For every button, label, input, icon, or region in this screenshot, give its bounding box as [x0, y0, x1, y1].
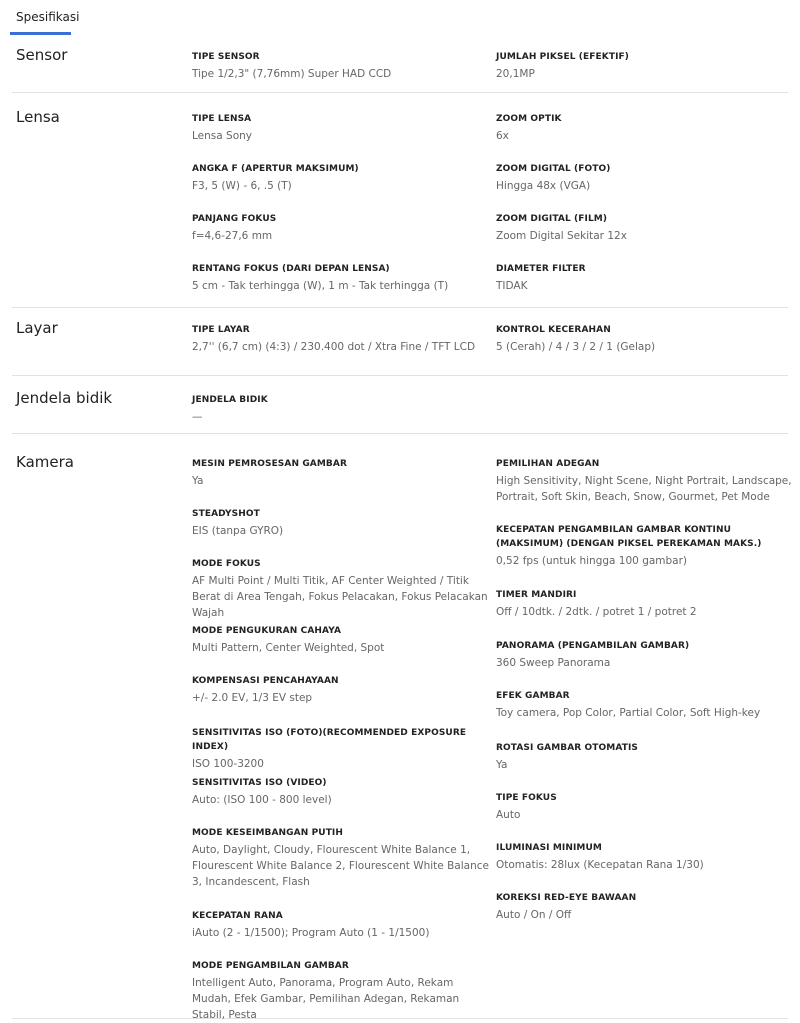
spec-label: TIPE LAYAR: [192, 325, 250, 335]
spec-label: ZOOM OPTIK: [496, 114, 562, 124]
spec-item: [496, 112, 796, 144]
spec-item: [192, 507, 492, 539]
spec-value: Off / 10dtk. / 2dtk. / potret 1 / potret 2: [496, 606, 697, 618]
spec-value: High Sensitivity, Night Scene, Night Portrait, Landscape, Portrait, Soft Skin, Beach, Snow, Gourmet, Pet Mode: [496, 475, 792, 503]
spec-value: 360 Sweep Panorama: [496, 657, 611, 669]
spec-value: —: [192, 411, 203, 423]
spec-item: [496, 791, 796, 823]
spec-label: ZOOM DIGITAL (FOTO): [496, 164, 611, 174]
spec-value: Lensa Sony: [192, 130, 252, 142]
spec-item: [192, 162, 492, 194]
spec-label: STEADYSHOT: [192, 509, 260, 519]
spec-label: ZOOM DIGITAL (FILM): [496, 214, 608, 224]
spec-item: [192, 557, 492, 621]
spec-label: KECEPATAN RANA: [192, 911, 283, 921]
spec-value: Toy camera, Pop Color, Partial Color, Soft High-key: [496, 707, 761, 719]
spec-value: 5 cm - Tak terhingga (W), 1 m - Tak terhingga (T): [192, 280, 449, 292]
spec-value: 5 (Cerah) / 4 / 3 / 2 / 1 (Gelap): [496, 341, 656, 353]
spec-label: TIMER MANDIRI: [496, 590, 577, 600]
spec-item: [192, 776, 492, 808]
spec-value: Intelligent Auto, Panorama, Program Auto, Rekam Mudah, Efek Gambar, Pemilihan Adegan, Rekaman Stabil, Pesta: [192, 977, 460, 1021]
spec-value: Hingga 48x (VGA): [496, 180, 591, 192]
spec-value: Auto / On / Off: [496, 909, 572, 921]
spec-value: 2,7'' (6,7 cm) (4:3) / 230.400 dot / Xtra Fine / TFT LCD: [192, 341, 476, 353]
spec-value: ISO 100-3200: [192, 758, 264, 770]
spec-label: KOREKSI RED-EYE BAWAAN: [496, 893, 637, 903]
section-kamera: [12, 453, 792, 1021]
spec-label: SENSITIVITAS ISO (VIDEO): [192, 778, 327, 788]
spec-label: ANGKA F (APERTUR MAKSIMUM): [192, 164, 359, 174]
spec-label: KECEPATAN PENGAMBILAN GAMBAR KONTINU (MAKSIMUM) (DENGAN PIKSEL PEREKAMAN MAKS.): [496, 525, 762, 549]
spec-label: MODE PENGAMBILAN GAMBAR: [192, 961, 349, 971]
spec-label: JUMLAH PIKSEL (EFEKTIF): [496, 52, 629, 62]
spec-item: [496, 689, 796, 721]
spec-label: MODE KESEIMBANGAN PUTIH: [192, 828, 344, 838]
section-title-sensor: Sensor: [16, 46, 68, 64]
spec-label: PEMILIHAN ADEGAN: [496, 459, 600, 469]
spec-value: Auto, Daylight, Cloudy, Flourescent White Balance 1, Flourescent White Balance 2, Flourescent White Balance 3, Incandescent, Flash: [192, 844, 489, 888]
spec-item: [496, 212, 796, 244]
spec-label: RENTANG FOKUS (DARI DEPAN LENSA): [192, 264, 390, 274]
spec-item: [496, 588, 796, 620]
spec-item: [496, 457, 796, 505]
spec-value: F3, 5 (W) - 6, .5 (T): [192, 180, 292, 192]
spec-value: Otomatis: 28lux (Kecepatan Rana 1/30): [496, 859, 704, 871]
spec-value: Zoom Digital Sekitar 12x: [496, 230, 627, 242]
spec-value: Auto: (ISO 100 - 800 level): [192, 794, 332, 806]
spec-item: [496, 323, 796, 355]
section-title-layar: Layar: [16, 319, 58, 337]
spec-label: KOMPENSASI PENCAHAYAAN: [192, 676, 339, 686]
spec-value: Ya: [496, 759, 508, 771]
spec-item: [192, 50, 492, 82]
spec-label: ILUMINASI MINIMUM: [496, 843, 602, 853]
spec-label: ROTASI GAMBAR OTOMATIS: [496, 743, 638, 753]
spec-item: [192, 393, 492, 425]
spec-label: JENDELA BIDIK: [192, 395, 268, 405]
spec-label: PANORAMA (PENGAMBILAN GAMBAR): [496, 641, 690, 651]
spec-label: MODE FOKUS: [192, 559, 261, 569]
spec-value: Tipe 1/2,3" (7,76mm) Super HAD CCD: [192, 68, 392, 80]
spec-value: Auto: [496, 809, 521, 821]
spec-value: 0,52 fps (untuk hingga 100 gambar): [496, 555, 688, 567]
spec-item: [496, 50, 796, 82]
section-lensa: [12, 108, 788, 308]
spec-value: Multi Pattern, Center Weighted, Spot: [192, 642, 385, 654]
spec-item: [192, 457, 492, 489]
spec-label: SENSITIVITAS ISO (FOTO)(RECOMMENDED EXPOSURE INDEX): [192, 728, 467, 752]
spec-value: +/- 2.0 EV, 1/3 EV step: [192, 692, 313, 704]
spec-label: TIPE SENSOR: [192, 52, 260, 62]
spec-label: PANJANG FOKUS: [192, 214, 277, 224]
spec-value: EIS (tanpa GYRO): [192, 525, 284, 537]
section-layar: [12, 319, 788, 376]
spec-item: [192, 959, 492, 1023]
spec-item: [192, 262, 492, 294]
spec-value: f=4,6-27,6 mm: [192, 230, 273, 242]
section-title-lensa: Lensa: [16, 108, 60, 126]
spec-item: [192, 826, 492, 890]
spec-item: [192, 112, 492, 144]
spec-value: iAuto (2 - 1/1500); Program Auto (1 - 1/1500): [192, 927, 430, 939]
spec-item: [192, 726, 492, 772]
spec-item: [496, 262, 796, 294]
spec-value: Ya: [192, 475, 204, 487]
spec-label: TIPE LENSA: [192, 114, 252, 124]
section-title-jendela-bidik: Jendela bidik: [16, 389, 113, 407]
spec-value: 20,1MP: [496, 68, 535, 80]
spec-item: [192, 674, 492, 706]
active-tab-indicator: [10, 32, 71, 35]
spec-item: [192, 212, 492, 244]
section-sensor: [12, 46, 788, 93]
spec-item: [496, 639, 796, 671]
section-title-kamera: Kamera: [16, 453, 74, 471]
spec-label: DIAMETER FILTER: [496, 264, 586, 274]
spec-item: [496, 891, 796, 923]
spec-item: [496, 841, 796, 873]
spec-label: TIPE FOKUS: [496, 793, 557, 803]
section-jendela-bidik: [12, 389, 788, 434]
spec-label: EFEK GAMBAR: [496, 691, 570, 701]
spec-item: [192, 909, 492, 941]
spec-label: MODE PENGUKURAN CAHAYA: [192, 626, 342, 636]
spec-item: [192, 323, 492, 355]
tab-spesifikasi[interactable]: Spesifikasi: [16, 10, 80, 24]
spec-value: 6x: [496, 130, 509, 142]
spec-item: [192, 624, 492, 656]
spec-item: [496, 741, 796, 773]
spec-value: AF Multi Point / Multi Titik, AF Center Weighted / Titik Berat di Area Tengah, Fokus Pelacakan, Fokus Pelacakan Wajah: [192, 575, 488, 619]
spec-item: [496, 162, 796, 194]
spec-value: TIDAK: [496, 280, 528, 292]
tab-bar: [0, 0, 800, 36]
spec-item: [496, 523, 796, 569]
spec-label: KONTROL KECERAHAN: [496, 325, 611, 335]
spec-label: MESIN PEMROSESAN GAMBAR: [192, 459, 347, 469]
